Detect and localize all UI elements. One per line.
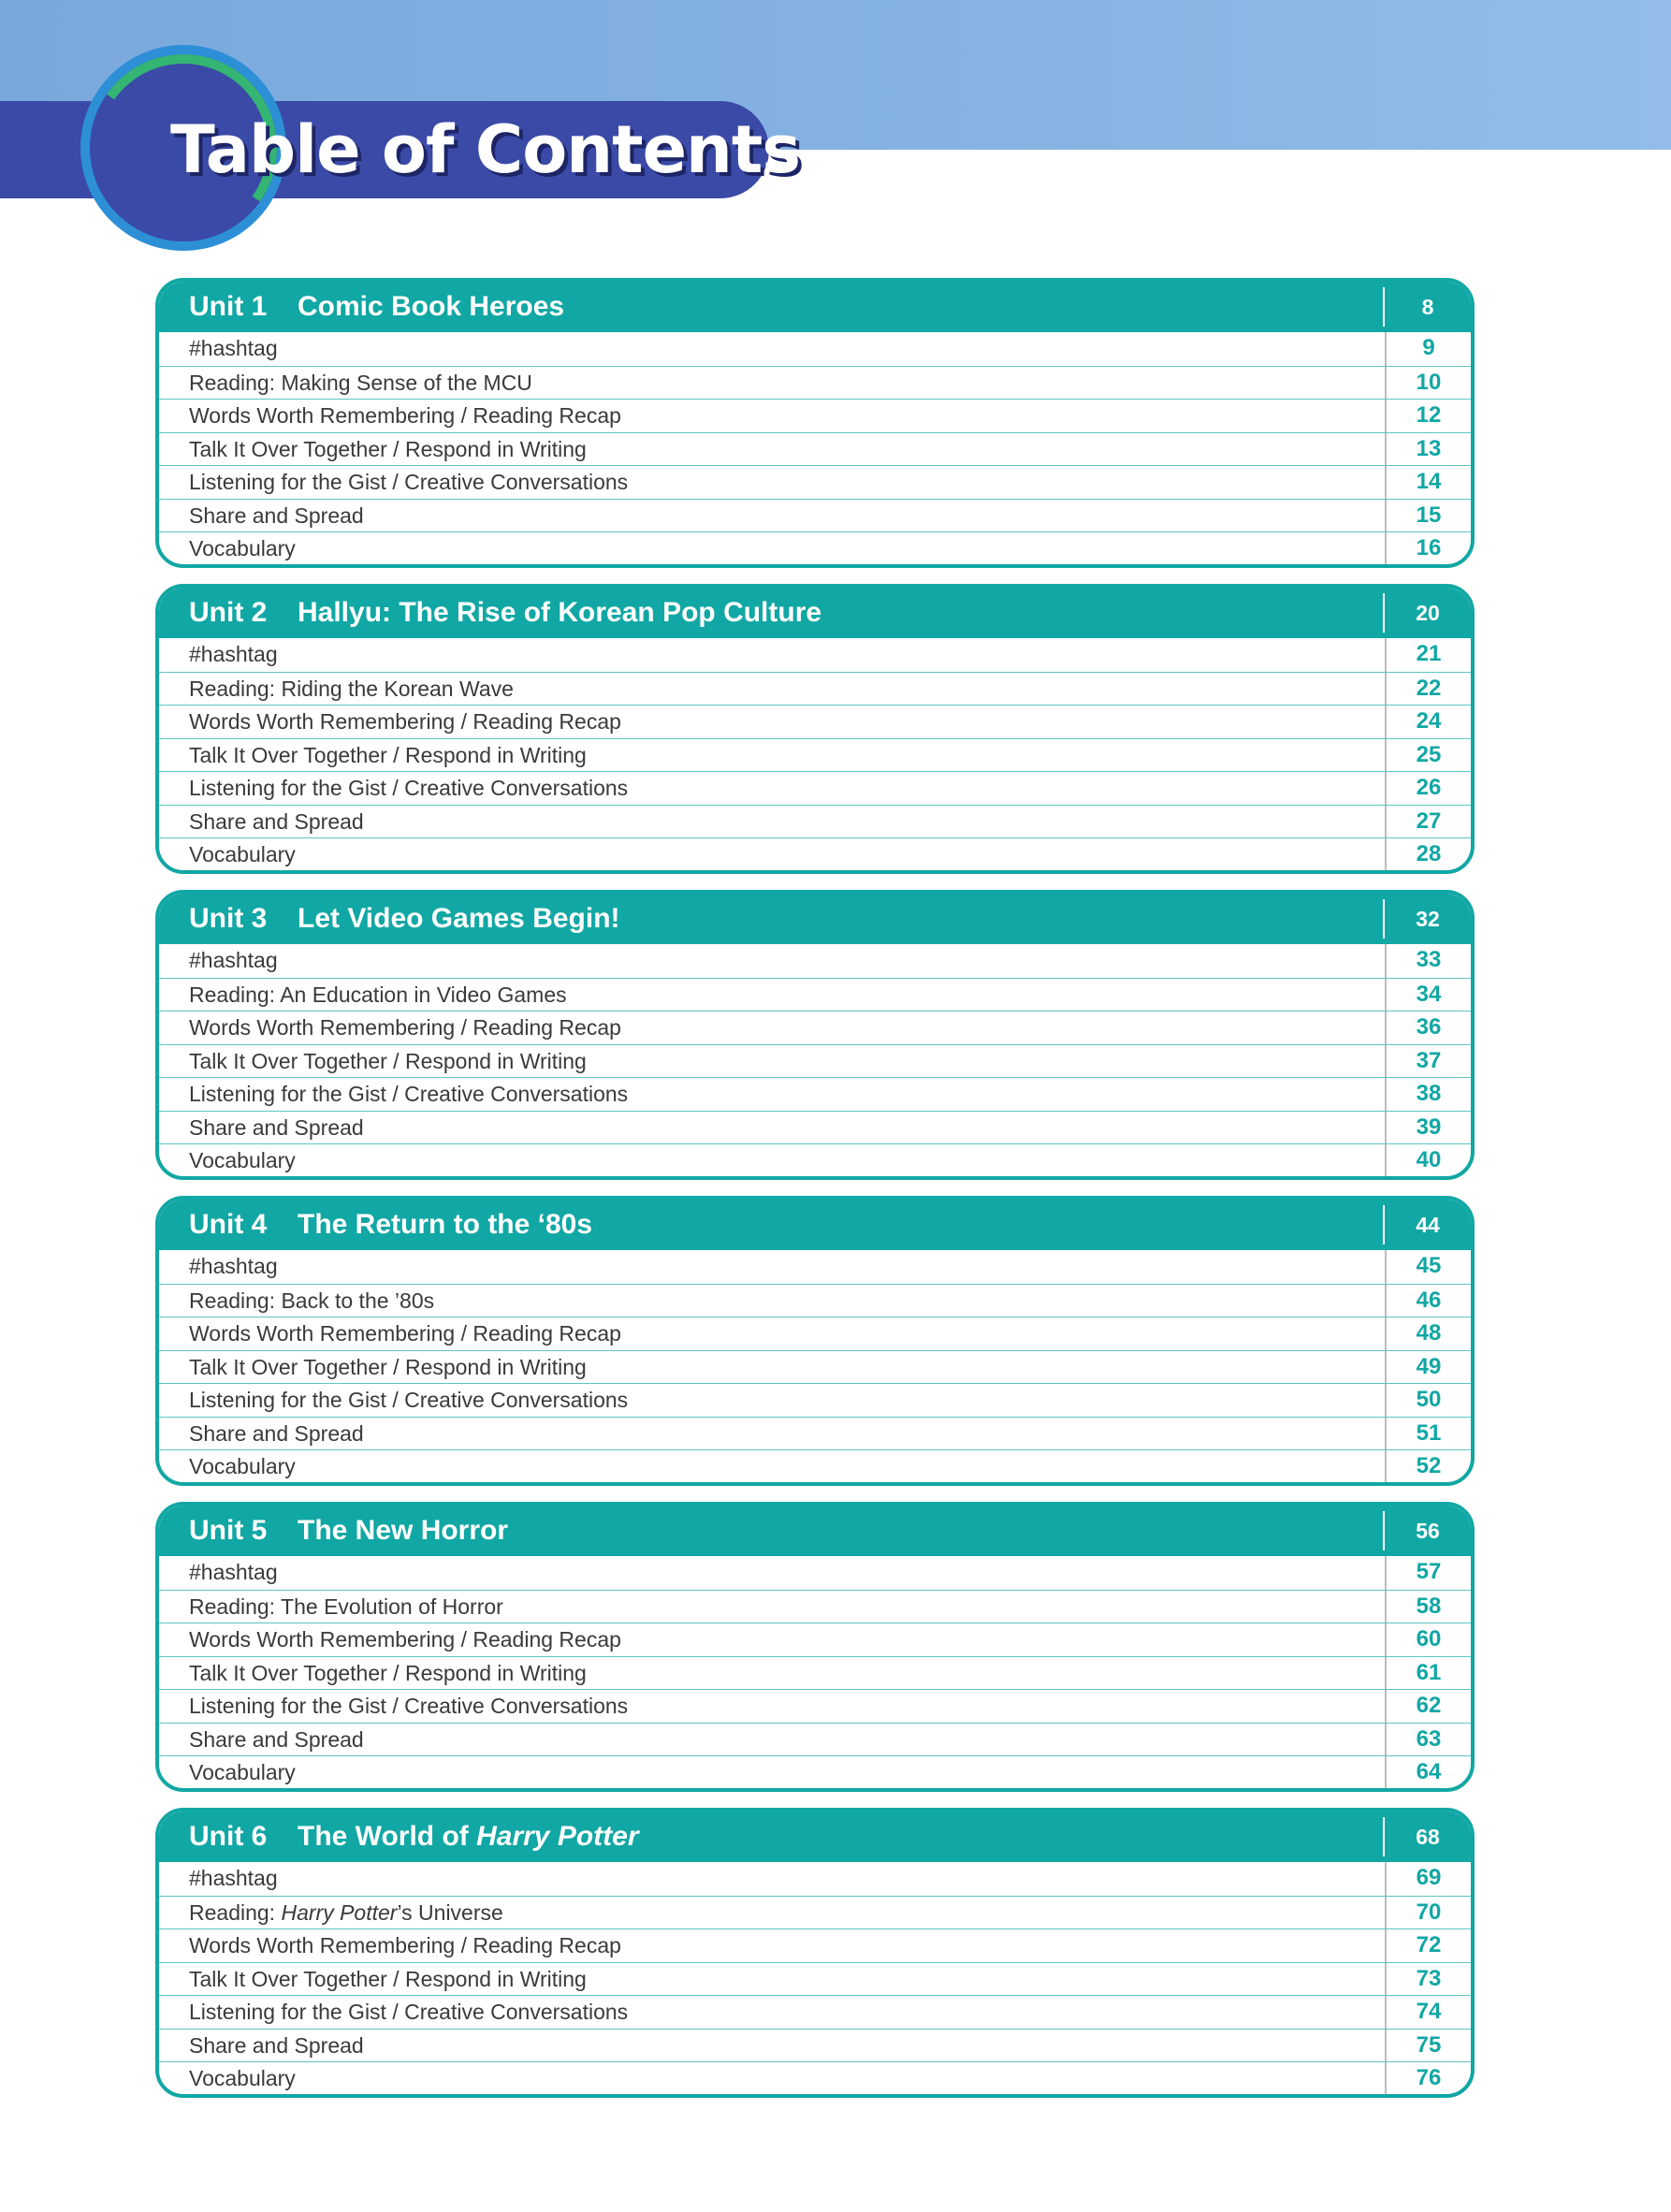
- toc-row-page: 48: [1385, 1317, 1471, 1350]
- toc-row-page: 60: [1385, 1623, 1471, 1656]
- unit-header[interactable]: [159, 1506, 1471, 1556]
- toc-row-label: #hashtag: [189, 336, 278, 360]
- toc-row-page: 10: [1385, 367, 1471, 400]
- toc-row-label: Listening for the Gist / Creative Conversations: [189, 1388, 629, 1412]
- toc-row[interactable]: [159, 1928, 1471, 1962]
- toc-row-label: Reading: Making Sense of the MCU: [189, 370, 532, 395]
- unit-title: The New Horror: [298, 1515, 509, 1546]
- toc-row[interactable]: [159, 1755, 1471, 1789]
- toc-row-label: Vocabulary: [189, 1454, 296, 1478]
- toc-row-label: #hashtag: [189, 1254, 278, 1278]
- unit-page-number: 56: [1383, 1511, 1471, 1550]
- toc-row[interactable]: [159, 771, 1471, 805]
- toc-row-label: Vocabulary: [189, 2066, 296, 2090]
- toc-row-label: Reading: Riding the Korean Wave: [189, 676, 514, 701]
- toc-row[interactable]: [159, 1143, 1471, 1177]
- unit-label: Unit 1: [189, 291, 268, 322]
- toc-row-label: Talk It Over Together / Respond in Writing: [189, 1354, 587, 1379]
- unit-header[interactable]: [159, 1812, 1471, 1862]
- toc-row-page: 64: [1385, 1756, 1471, 1789]
- toc-row-page: 37: [1385, 1045, 1471, 1078]
- toc-row-page: 74: [1385, 1996, 1471, 2029]
- toc-row[interactable]: [159, 2061, 1471, 2095]
- toc-row-page: 22: [1385, 673, 1471, 706]
- toc-row-page: 40: [1385, 1144, 1471, 1177]
- toc-row[interactable]: [159, 1317, 1471, 1350]
- toc-row-label: Share and Spread: [189, 1726, 364, 1752]
- unit-box-3: [155, 890, 1475, 1180]
- toc-row[interactable]: [159, 1723, 1471, 1756]
- unit-rows: [159, 332, 1471, 565]
- toc-row-label: #hashtag: [189, 1560, 278, 1584]
- toc-row-page: 36: [1385, 1011, 1471, 1044]
- toc-row-label: Vocabulary: [189, 842, 296, 866]
- toc-row-label-italic: Harry Potter: [281, 1899, 398, 1925]
- toc-row-label: Share and Spread: [189, 502, 364, 528]
- toc-row-page: 52: [1385, 1450, 1471, 1483]
- toc-row-label: Reading: Back to the ’80s: [189, 1288, 435, 1313]
- unit-label: Unit 6: [189, 1821, 268, 1852]
- unit-label: Unit 2: [189, 597, 268, 628]
- toc-row-page: 38: [1385, 1078, 1471, 1111]
- toc-row[interactable]: [159, 805, 1471, 838]
- toc-row-page: 24: [1385, 706, 1471, 738]
- toc-row[interactable]: [159, 432, 1471, 466]
- toc-row[interactable]: [159, 366, 1471, 400]
- unit-rows: [159, 1250, 1471, 1483]
- toc-row[interactable]: [159, 1995, 1471, 2029]
- toc-row-label: Words Worth Remembering / Reading Recap: [189, 403, 621, 428]
- unit-box-2: [155, 584, 1475, 874]
- toc-row-label: Share and Spread: [189, 808, 364, 834]
- toc-row[interactable]: [159, 1962, 1471, 1996]
- toc-row[interactable]: [159, 1623, 1471, 1656]
- toc-row[interactable]: [159, 332, 1471, 366]
- toc-row-label: Vocabulary: [189, 536, 296, 560]
- unit-box-5: [155, 1502, 1475, 1792]
- toc-row[interactable]: [159, 1449, 1471, 1483]
- toc-row-label: Talk It Over Together / Respond in Writing: [189, 742, 587, 767]
- toc-row-label: Share and Spread: [189, 2032, 364, 2058]
- unit-title-italic: Harry Potter: [476, 1821, 639, 1852]
- toc-row-label-prefix: Reading:: [189, 1899, 282, 1925]
- toc-row-page: 73: [1385, 1963, 1471, 1996]
- toc-row-label: Words Worth Remembering / Reading Recap: [189, 1321, 621, 1346]
- unit-page-number: 32: [1383, 899, 1471, 939]
- toc-row[interactable]: [159, 1011, 1471, 1044]
- toc-row-page: 50: [1385, 1384, 1471, 1417]
- toc-row-page: 72: [1385, 1929, 1471, 1962]
- toc-row-page: 9: [1385, 332, 1471, 366]
- toc-row-page: 62: [1385, 1690, 1471, 1723]
- toc-row-label: Listening for the Gist / Creative Conversations: [189, 2000, 629, 2024]
- toc-row-page: 63: [1385, 1724, 1471, 1756]
- unit-label: Unit 4: [189, 1209, 268, 1240]
- toc-row-page: 34: [1385, 979, 1471, 1011]
- toc-row-label-suffix: ’s Universe: [397, 1899, 503, 1925]
- toc-row[interactable]: [159, 531, 1471, 565]
- unit-page-number: 68: [1383, 1817, 1471, 1856]
- toc-row-page: 70: [1385, 1897, 1471, 1929]
- unit-box-1: [155, 278, 1475, 568]
- toc-row-label: #hashtag: [189, 642, 278, 666]
- toc-row[interactable]: [159, 944, 1471, 978]
- toc-row[interactable]: [159, 399, 1471, 432]
- toc-row-page: 14: [1385, 466, 1471, 499]
- unit-title: Let Video Games Begin!: [298, 903, 620, 934]
- toc-row[interactable]: [159, 2029, 1471, 2062]
- toc-row-label: Listening for the Gist / Creative Conversations: [189, 1694, 629, 1718]
- toc-row-page: 51: [1385, 1418, 1471, 1450]
- toc-row-page: 75: [1385, 2030, 1471, 2062]
- toc-row-label: Talk It Over Together / Respond in Writing: [189, 436, 587, 461]
- toc-row-page: 21: [1385, 638, 1471, 672]
- toc-row[interactable]: [159, 499, 1471, 532]
- toc-row-label: Reading: An Education in Video Games: [189, 982, 567, 1007]
- toc-row-label: Listening for the Gist / Creative Conversations: [189, 776, 629, 800]
- toc-row[interactable]: [159, 1656, 1471, 1690]
- toc-row-label: Listening for the Gist / Creative Conversations: [189, 470, 629, 494]
- unit-title: [298, 1812, 639, 1862]
- toc-row-label: #hashtag: [189, 948, 278, 972]
- toc-row-page: 33: [1385, 944, 1471, 978]
- toc-row-label: Words Worth Remembering / Reading Recap: [189, 1933, 621, 1957]
- toc-row-page: 61: [1385, 1657, 1471, 1690]
- unit-header[interactable]: [159, 588, 1471, 638]
- toc-row[interactable]: [159, 978, 1471, 1011]
- toc-row-page: 45: [1385, 1250, 1471, 1284]
- unit-rows: [159, 638, 1471, 871]
- toc-row[interactable]: [159, 1383, 1471, 1417]
- unit-rows: [159, 1862, 1471, 2095]
- toc-row[interactable]: [159, 1417, 1471, 1450]
- toc-row[interactable]: [159, 465, 1471, 499]
- unit-box-6: [155, 1808, 1475, 2098]
- unit-page-number: 44: [1383, 1205, 1471, 1244]
- toc-row-label: Vocabulary: [189, 1148, 296, 1172]
- toc-units: [155, 278, 1475, 2114]
- toc-row-page: 57: [1385, 1556, 1471, 1590]
- toc-row-page: 25: [1385, 739, 1471, 772]
- toc-row[interactable]: [159, 837, 1471, 871]
- unit-header[interactable]: [159, 894, 1471, 944]
- toc-row-page: 15: [1385, 500, 1471, 532]
- toc-row[interactable]: [159, 1284, 1471, 1317]
- toc-row-label: #hashtag: [189, 1866, 278, 1890]
- unit-header[interactable]: [159, 282, 1471, 332]
- toc-row-label: Talk It Over Together / Respond in Writing: [189, 1966, 587, 1991]
- toc-row-page: 39: [1385, 1112, 1471, 1144]
- toc-row-page: 58: [1385, 1591, 1471, 1623]
- toc-row[interactable]: [159, 1350, 1471, 1384]
- toc-row[interactable]: [159, 1044, 1471, 1078]
- toc-row-page: 28: [1385, 838, 1471, 871]
- toc-row[interactable]: [159, 738, 1471, 772]
- toc-row-page: 16: [1385, 532, 1471, 565]
- unit-page-number: 8: [1383, 287, 1471, 327]
- toc-row-label: Words Worth Remembering / Reading Recap: [189, 709, 621, 734]
- toc-row-label: Words Worth Remembering / Reading Recap: [189, 1015, 621, 1040]
- toc-row[interactable]: [159, 1896, 1471, 1929]
- toc-row-label: [189, 1897, 503, 1928]
- unit-title: The Return to the ‘80s: [298, 1209, 593, 1240]
- unit-title-text: The World of: [298, 1821, 477, 1852]
- toc-row-page: 76: [1385, 2062, 1471, 2095]
- toc-row[interactable]: [159, 1077, 1471, 1111]
- toc-row-label: Share and Spread: [189, 1114, 364, 1140]
- toc-row[interactable]: [159, 638, 1471, 672]
- toc-row-label: Vocabulary: [189, 1760, 296, 1784]
- page-title: Table of Contents: [170, 111, 801, 188]
- toc-row-page: 69: [1385, 1862, 1471, 1896]
- unit-box-4: [155, 1196, 1475, 1486]
- unit-page-number: 20: [1383, 593, 1471, 633]
- toc-row-page: 26: [1385, 772, 1471, 805]
- unit-header[interactable]: [159, 1200, 1471, 1250]
- toc-row-label: Reading: The Evolution of Horror: [189, 1594, 503, 1619]
- toc-row[interactable]: [159, 1862, 1471, 1896]
- toc-row-page: 27: [1385, 806, 1471, 838]
- toc-row[interactable]: [159, 1590, 1471, 1623]
- toc-row-label: Share and Spread: [189, 1420, 364, 1446]
- toc-row-page: 46: [1385, 1285, 1471, 1317]
- toc-row[interactable]: [159, 1689, 1471, 1723]
- toc-row-label: Listening for the Gist / Creative Conversations: [189, 1082, 629, 1106]
- toc-row-label: Words Worth Remembering / Reading Recap: [189, 1627, 621, 1652]
- toc-row-page: 13: [1385, 433, 1471, 466]
- toc-row[interactable]: [159, 705, 1471, 738]
- toc-row-page: 12: [1385, 400, 1471, 432]
- toc-row[interactable]: [159, 672, 1471, 706]
- toc-row-label: Talk It Over Together / Respond in Writing: [189, 1660, 587, 1685]
- unit-label: Unit 3: [189, 903, 268, 934]
- unit-rows: [159, 1556, 1471, 1789]
- unit-title: Comic Book Heroes: [298, 291, 565, 322]
- toc-row[interactable]: [159, 1250, 1471, 1284]
- toc-row[interactable]: [159, 1556, 1471, 1590]
- unit-label: Unit 5: [189, 1515, 268, 1546]
- unit-rows: [159, 944, 1471, 1177]
- toc-row[interactable]: [159, 1111, 1471, 1144]
- toc-row-label: Talk It Over Together / Respond in Writing: [189, 1048, 587, 1073]
- unit-title: Hallyu: The Rise of Korean Pop Culture: [298, 597, 822, 628]
- toc-row-page: 49: [1385, 1351, 1471, 1384]
